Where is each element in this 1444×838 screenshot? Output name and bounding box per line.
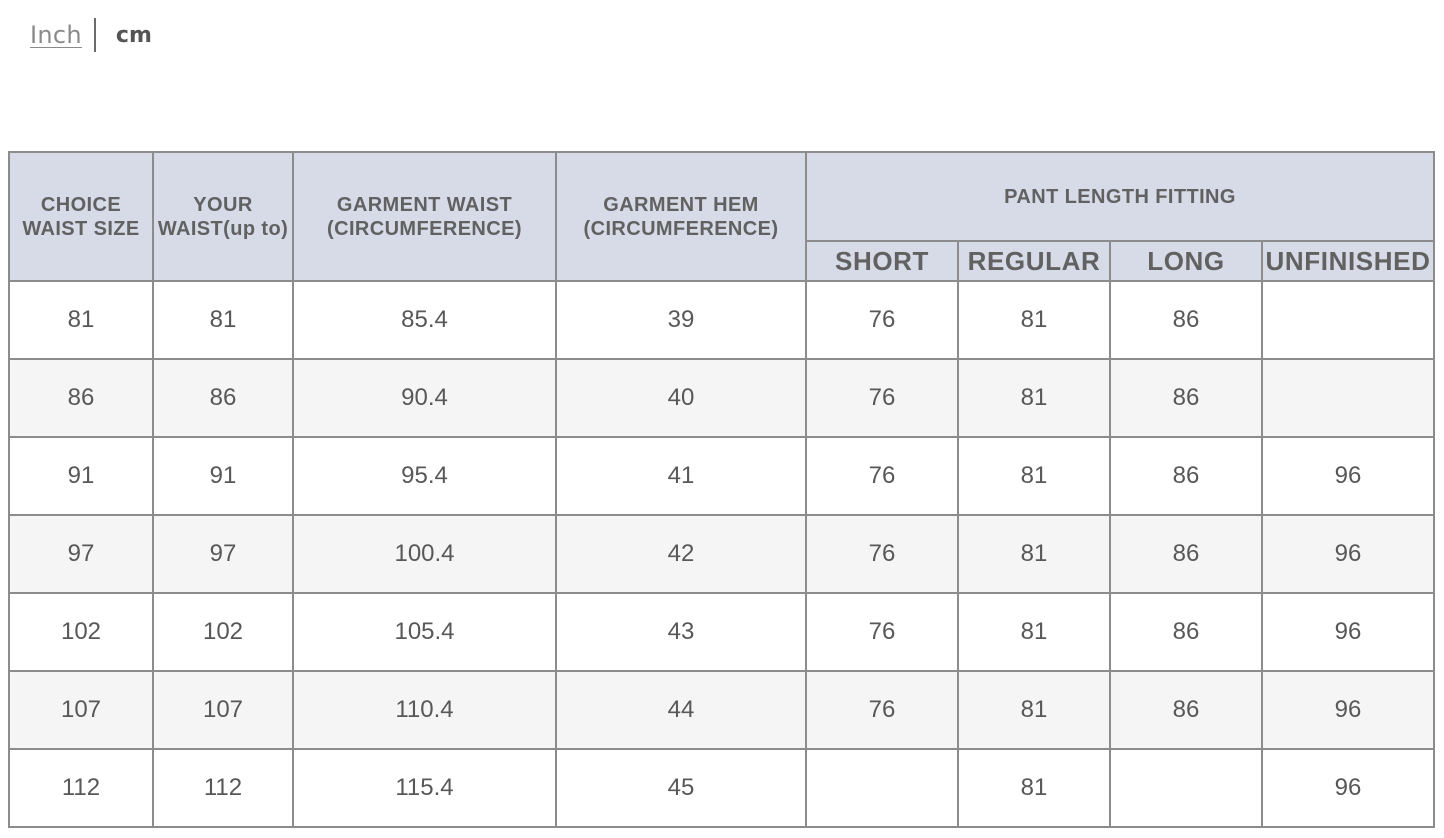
- cell-regular: 81: [958, 359, 1110, 437]
- cell-garment-hem: 43: [556, 593, 806, 671]
- cell-garment-waist: 105.4: [293, 593, 556, 671]
- cell-garment-hem: 45: [556, 749, 806, 827]
- cell-choice-waist-size: 91: [9, 437, 153, 515]
- cell-your-waist: 86: [153, 359, 293, 437]
- cell-your-waist: 107: [153, 671, 293, 749]
- cell-long: 86: [1110, 281, 1262, 359]
- cell-choice-waist-size: 86: [9, 359, 153, 437]
- cell-short: 76: [806, 281, 958, 359]
- unit-cm-link[interactable]: cm: [115, 22, 152, 48]
- table-row: [9, 281, 1434, 359]
- cell-unfinished: [1262, 359, 1434, 437]
- cell-your-waist: 112: [153, 749, 293, 827]
- unit-toggle: [30, 18, 152, 52]
- header-garment-hem: GARMENT HEM (CIRCUMFERENCE): [556, 152, 806, 281]
- cell-your-waist: 102: [153, 593, 293, 671]
- cell-garment-waist: 110.4: [293, 671, 556, 749]
- cell-long: 86: [1110, 359, 1262, 437]
- unit-inch-link[interactable]: Inch: [30, 21, 82, 49]
- cell-short: 76: [806, 437, 958, 515]
- cell-long: [1110, 749, 1262, 827]
- cell-unfinished: [1262, 281, 1434, 359]
- cell-unfinished: 96: [1262, 437, 1434, 515]
- cell-unfinished: 96: [1262, 671, 1434, 749]
- cell-unfinished: 96: [1262, 593, 1434, 671]
- cell-short: 76: [806, 515, 958, 593]
- cell-regular: 81: [958, 671, 1110, 749]
- cell-regular: 81: [958, 593, 1110, 671]
- cell-garment-waist: 85.4: [293, 281, 556, 359]
- header-short: SHORT: [806, 241, 958, 281]
- table-row: [9, 359, 1434, 437]
- cell-regular: 81: [958, 437, 1110, 515]
- header-unfinished: UNFINISHED: [1262, 241, 1434, 281]
- header-long: LONG: [1110, 241, 1262, 281]
- size-chart-table: [8, 151, 1435, 828]
- unit-divider: [94, 18, 96, 52]
- cell-choice-waist-size: 81: [9, 281, 153, 359]
- cell-your-waist: 97: [153, 515, 293, 593]
- cell-long: 86: [1110, 671, 1262, 749]
- cell-choice-waist-size: 102: [9, 593, 153, 671]
- cell-unfinished: 96: [1262, 515, 1434, 593]
- cell-garment-waist: 100.4: [293, 515, 556, 593]
- cell-short: 76: [806, 671, 958, 749]
- cell-choice-waist-size: 97: [9, 515, 153, 593]
- table-row: [9, 437, 1434, 515]
- cell-garment-waist: 95.4: [293, 437, 556, 515]
- cell-short: 76: [806, 359, 958, 437]
- cell-long: 86: [1110, 515, 1262, 593]
- header-regular: REGULAR: [958, 241, 1110, 281]
- cell-garment-hem: 39: [556, 281, 806, 359]
- header-garment-waist: GARMENT WAIST (CIRCUMFERENCE): [293, 152, 556, 281]
- cell-choice-waist-size: 107: [9, 671, 153, 749]
- table-row: [9, 749, 1434, 827]
- cell-garment-waist: 115.4: [293, 749, 556, 827]
- cell-regular: 81: [958, 281, 1110, 359]
- cell-regular: 81: [958, 515, 1110, 593]
- cell-your-waist: 91: [153, 437, 293, 515]
- cell-your-waist: 81: [153, 281, 293, 359]
- table-row: [9, 515, 1434, 593]
- header-your-waist: YOUR WAIST(up to): [153, 152, 293, 281]
- cell-long: 86: [1110, 593, 1262, 671]
- cell-long: 86: [1110, 437, 1262, 515]
- table-row: [9, 671, 1434, 749]
- cell-garment-hem: 42: [556, 515, 806, 593]
- cell-choice-waist-size: 112: [9, 749, 153, 827]
- table-row: [9, 593, 1434, 671]
- cell-garment-hem: 44: [556, 671, 806, 749]
- header-pant-length-fitting: PANT LENGTH FITTING: [806, 152, 1434, 241]
- cell-garment-hem: 41: [556, 437, 806, 515]
- cell-short: [806, 749, 958, 827]
- cell-short: 76: [806, 593, 958, 671]
- cell-garment-hem: 40: [556, 359, 806, 437]
- cell-garment-waist: 90.4: [293, 359, 556, 437]
- cell-unfinished: 96: [1262, 749, 1434, 827]
- cell-regular: 81: [958, 749, 1110, 827]
- header-choice-waist-size: CHOICE WAIST SIZE: [9, 152, 153, 281]
